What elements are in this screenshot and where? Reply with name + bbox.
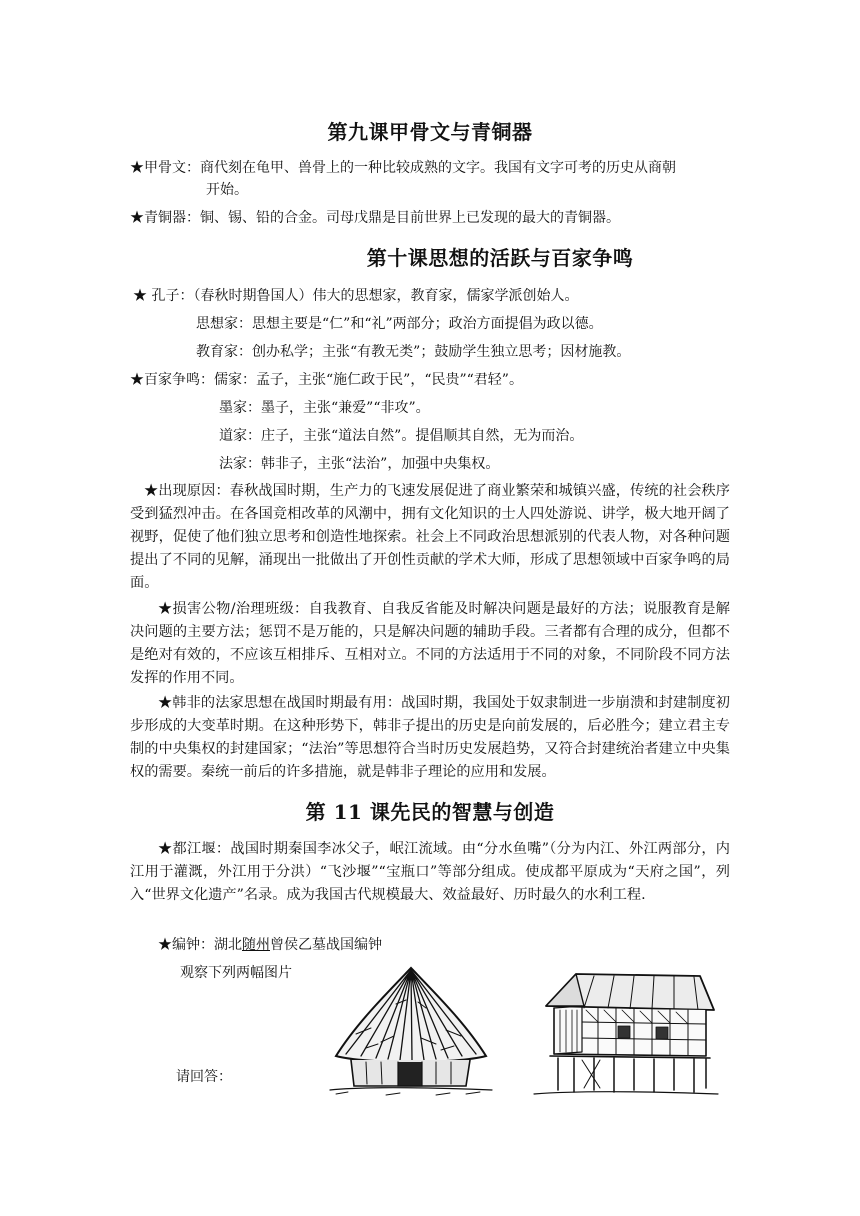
dujiangyan-paragraph <box>130 838 730 907</box>
causes-text: ★出现原因：春秋战国时期，生产力的飞速发展促进了商业繁荣和城镇兴盛，传统的社会秩序受到猛烈冲击。在各国竞相改革的风潮中，拥有文化知识的士人四处游说、讲学，极大地开阔了视野，促使了他们独立思考和创造性地探索。社会上不同政治思想派别的代表人物，对各种问题提出了不同的见解，涌现出一批做出了开创性贡献的学术大师，形成了思想领域中百家争鸣的局面。 <box>130 483 730 591</box>
oracle-bone-line1: ★甲骨文：商代刻在龟甲、兽骨上的一种比较成熟的文字。我国有文字可考的历史从商朝 <box>130 160 676 176</box>
mohism-line: 墨家：墨子，主张“兼爱”“非攻”。 <box>219 400 430 416</box>
bronze-ware-line: ★青铜器：铜、锡、铅的合金。司母戊鼎是目前世界上已发现的最大的青铜器。 <box>130 210 620 226</box>
round-hut-image <box>326 964 496 1099</box>
management-paragraph <box>130 598 730 690</box>
stilt-house-image <box>524 966 720 1100</box>
bells-tomb: 曾侯乙墓战国编钟 <box>270 937 382 953</box>
thinker-line: 思想家：思想主要是“仁”和“礼”两部分；政治方面提倡为政以德。 <box>196 316 603 332</box>
lesson9-title: 第九课甲骨文与青铜器 <box>327 120 533 144</box>
confucius-line: ★ 孔子：（春秋时期鲁国人）伟大的思想家，教育家，儒家学派创始人。 <box>133 288 579 304</box>
management-text: ★损害公物/治理班级：自我教育、自我反省能及时解决问题是最好的方法；说服教育是解决问题的主要方法；惩罚不是万能的，只是解决问题的辅助手段。三者都有合理的成分，但都不是绝对有效的，不应该互相排斥、互相对立。不同的方法适用于不同的对象，不同阶段不同方法发挥的作用不同。 <box>130 601 730 686</box>
bells-label: ★编钟：湖北 <box>158 937 242 953</box>
hanfei-paragraph <box>130 692 730 784</box>
lesson11-title: 第 11 课先民的智慧与创造 <box>305 800 555 824</box>
oracle-bone-line2: 开始。 <box>206 182 248 198</box>
observe-prompt: 观察下列两幅图片 <box>180 965 292 981</box>
hanfei-text: ★韩非的法家思想在战国时期最有用：战国时期，我国处于奴隶制进一步崩溃和封建制度初步形成的大变革时期。在这种形势下，韩非子提出的历史是向前发展的，后必胜今；建立君主专制的中央集权的封建国家；“法治”等思想符合当时历史发展趋势，又符合封建统治者建立中央集权的需要。秦统一前后的许多措施，就是韩非子理论的应用和发展。 <box>130 695 730 780</box>
dujiangyan-text: ★都江堰：战国时期秦国李冰父子，岷江流域。由“分水鱼嘴”（分为内江、外江两部分，内江用于灌溉，外江用于分洪）“飞沙堰”“宝瓶口”等部分组成。使成都平原成为“天府之国”，列入“世界文化遗产”名录。成为我国古代规模最大、效益最好、历时最久的水利工程. <box>130 841 730 903</box>
answer-prompt: 请回答： <box>176 1069 232 1085</box>
bells-line <box>158 934 382 956</box>
lesson10-title: 第十课思想的活跃与百家争鸣 <box>366 246 634 270</box>
taoism-line: 道家：庄子，主张“道法自然”。提倡顺其自然，无为而治。 <box>219 428 584 444</box>
hundred-schools-line: ★百家争鸣：儒家：孟子，主张“施仁政于民”，“民贵”“君轻”。 <box>130 372 523 388</box>
causes-paragraph <box>130 480 730 595</box>
suizhou-link: 随州 <box>242 937 270 953</box>
educator-line: 教育家：创办私学；主张“有教无类”；鼓励学生独立思考；因材施教。 <box>196 344 631 360</box>
legalism-line: 法家：韩非子，主张“法治”，加强中央集权。 <box>219 456 500 472</box>
